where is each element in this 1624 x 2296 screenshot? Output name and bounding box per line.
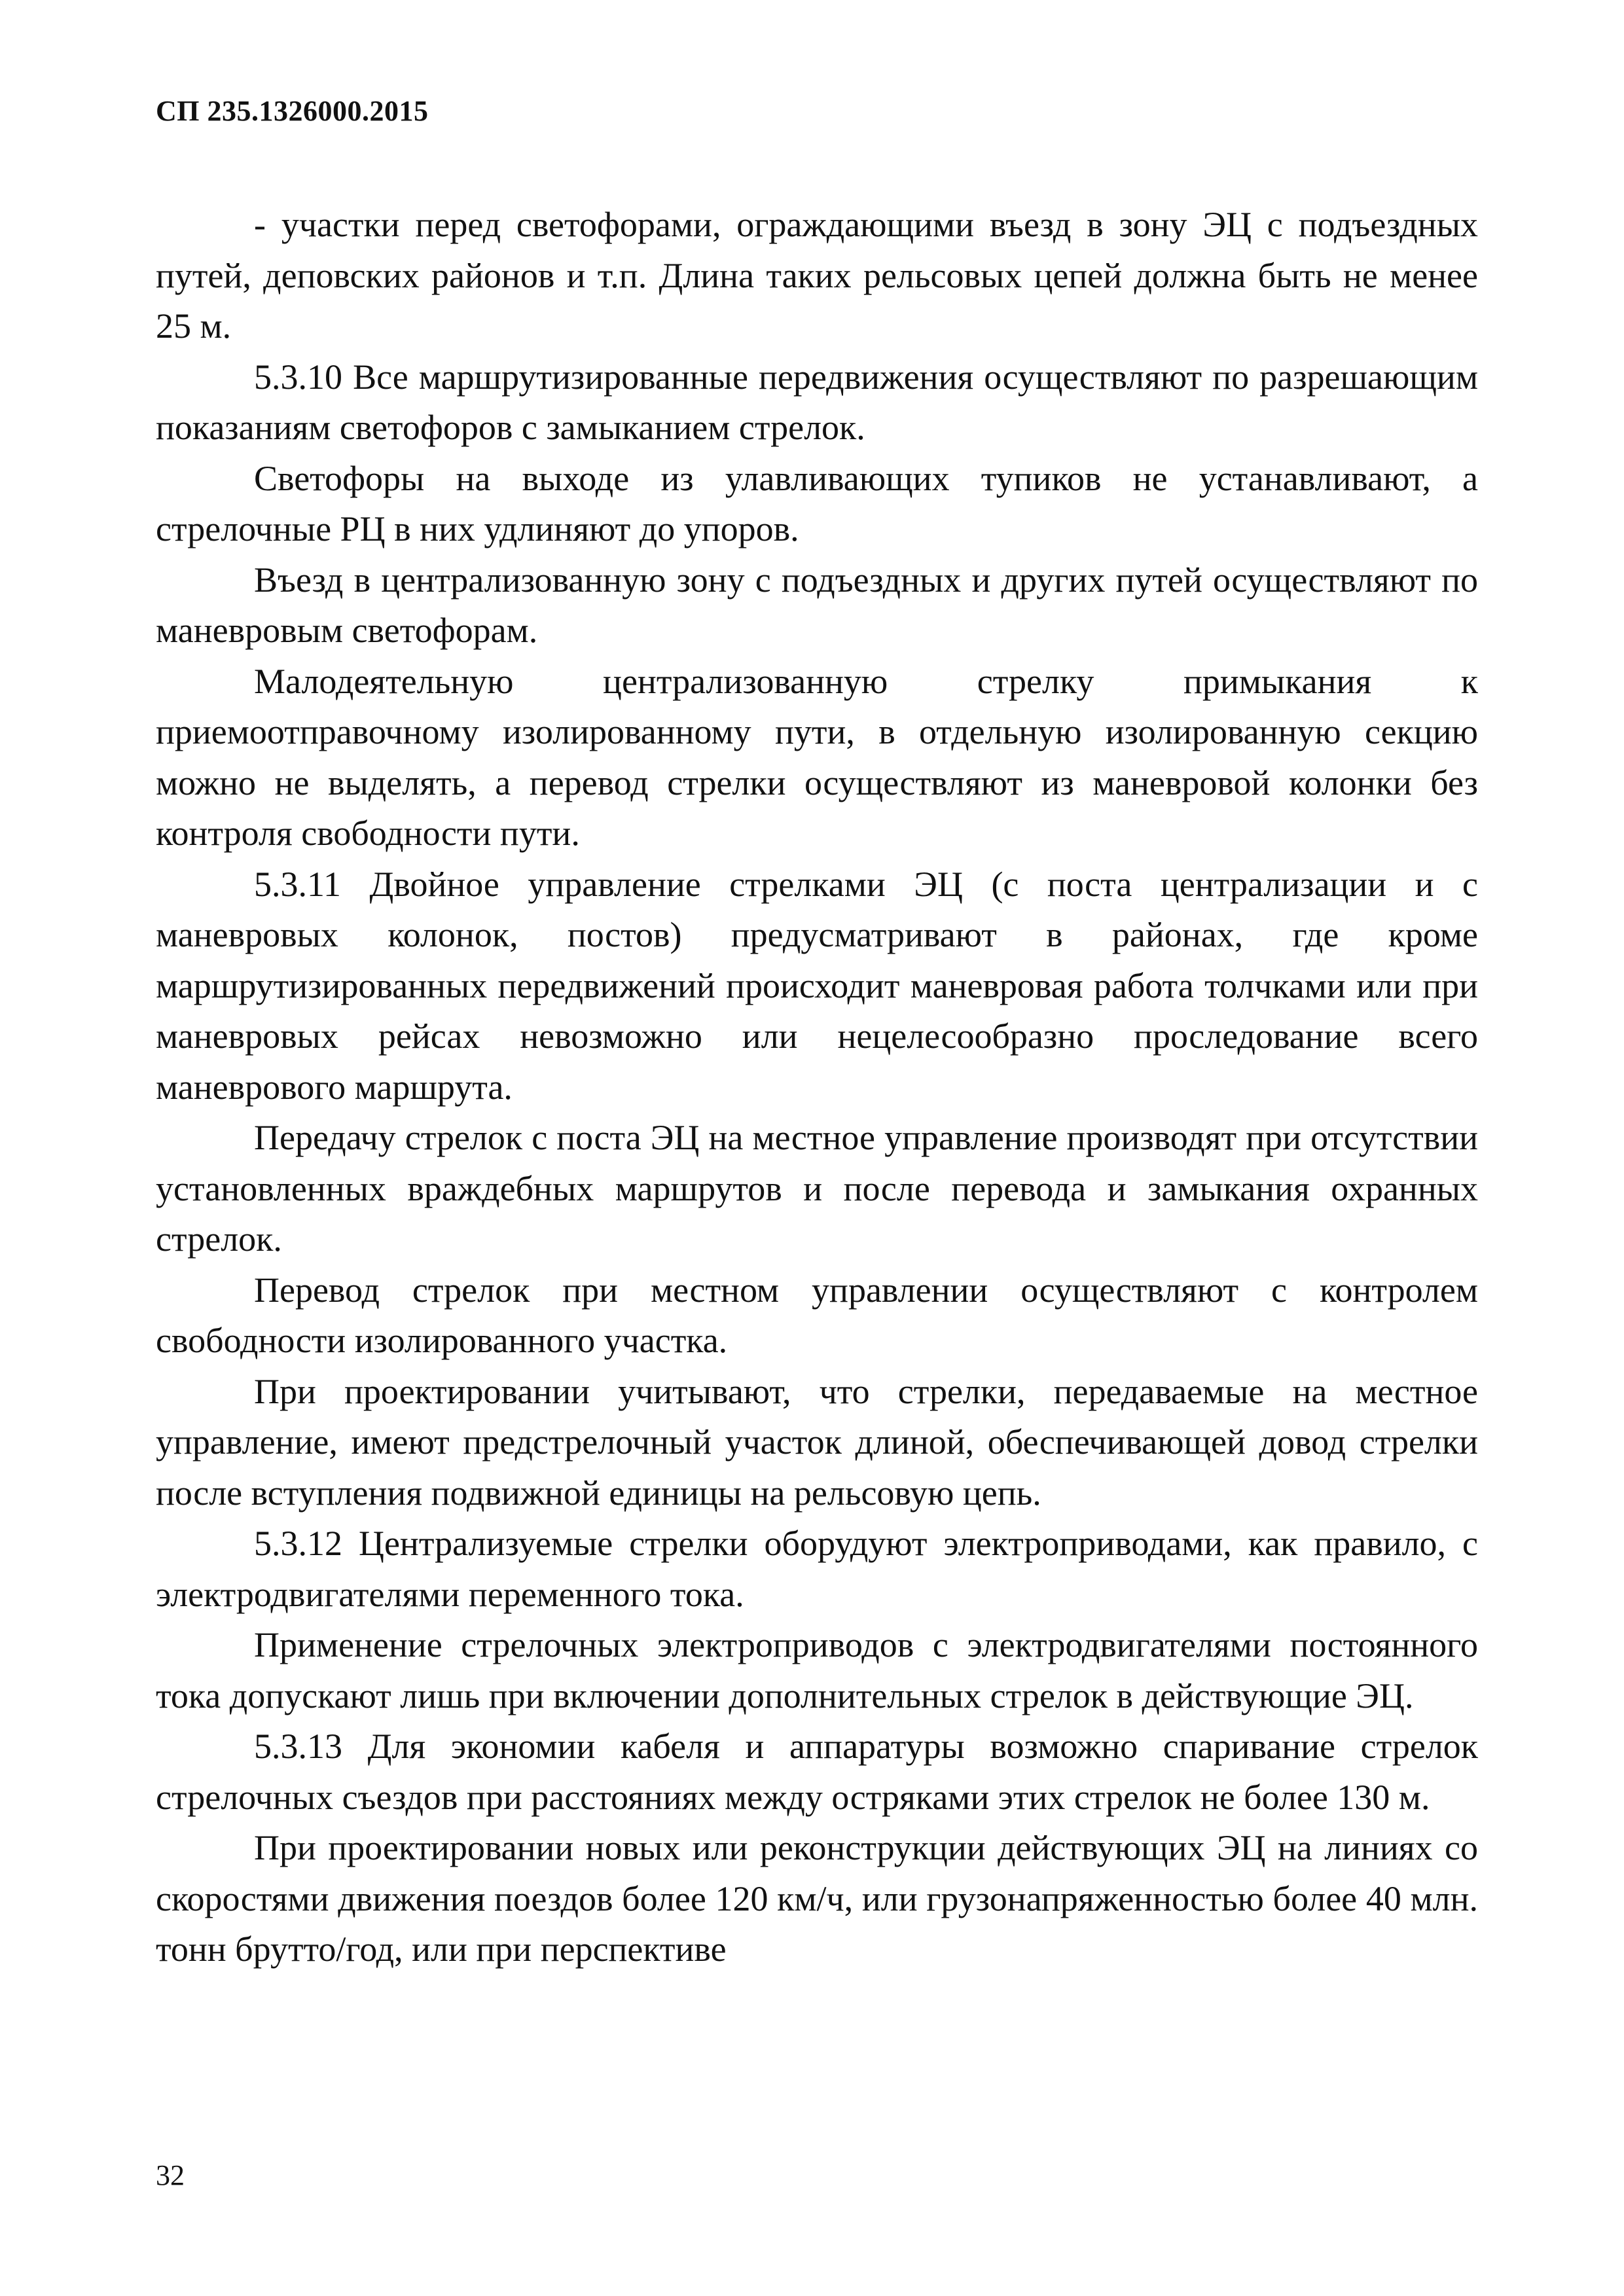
paragraph: 5.3.12 Централизуемые стрелки оборудуют электроприводами, как правило, с электродвигателями переменного тока. — [156, 1524, 1478, 1614]
paragraph: Перевод стрелок при местном управлении осуществляют с контролем свободности изолированного участка. — [156, 1270, 1478, 1360]
paragraph: 5.3.10 Все маршрутизированные передвижения осуществляют по разрешающим показаниям светофоров с замыканием стрелок. — [156, 357, 1478, 447]
paragraph: 5.3.13 Для экономии кабеля и аппаратуры возможно спаривание стрелок стрелочных съездов при расстояниях между остряками этих стрелок не более 130 м. — [156, 1727, 1478, 1817]
paragraph: При проектировании новых или реконструкции действующих ЭЦ на линиях со скоростями движения поездов более 120 км/ч, или грузонапряженностью более 40 млн. тонн брутто/год, или при перспективе — [156, 1828, 1478, 1969]
page-number: 32 — [156, 2159, 185, 2191]
paragraph: Светофоры на выходе из улавливающих тупиков не устанавливают, а стрелочные РЦ в них удлиняют до упоров. — [156, 458, 1478, 548]
paragraph: Въезд в централизованную зону с подъездных и других путей осуществляют по маневровым светофорам. — [156, 560, 1478, 650]
document-code-header: СП 235.1326000.2015 — [156, 95, 429, 127]
paragraph: - участки перед светофорами, ограждающими въезд в зону ЭЦ с подъездных путей, деповских районов и т.п. Длина таких рельсовых цепей должна быть не менее 25 м. — [156, 205, 1478, 346]
paragraph: Применение стрелочных электроприводов с электродвигателями постоянного тока допускают лишь при включении дополнительных стрелок в действующие ЭЦ. — [156, 1625, 1478, 1715]
paragraph: При проектировании учитывают, что стрелки, передаваемые на местное управление, имеют предстрелочный участок длиной, обеспечивающей довод стрелки после вступления подвижной единицы на рельсовую цепь. — [156, 1371, 1478, 1513]
paragraph: Малодеятельную централизованную стрелку примыкания к приемоотправочному изолированному пути, в отдельную изолированную секцию можно не выделять, а перевод стрелки осуществляют из маневровой колонки без контроля свободности пути. — [156, 661, 1478, 853]
paragraph: Передачу стрелок с поста ЭЦ на местное управление производят при отсутствии установленных враждебных маршрутов и после перевода и замыкания охранных стрелок. — [156, 1118, 1478, 1259]
document-body — [156, 200, 1478, 1975]
paragraph: 5.3.11 Двойное управление стрелками ЭЦ (с поста централизации и с маневровых колонок, постов) предусматривают в районах, где кроме маршрутизированных передвижений происходит маневровая работа толчками или при маневровых рейсах невозможно или нецелесообразно проследование всего маневрового маршрута. — [156, 864, 1478, 1107]
